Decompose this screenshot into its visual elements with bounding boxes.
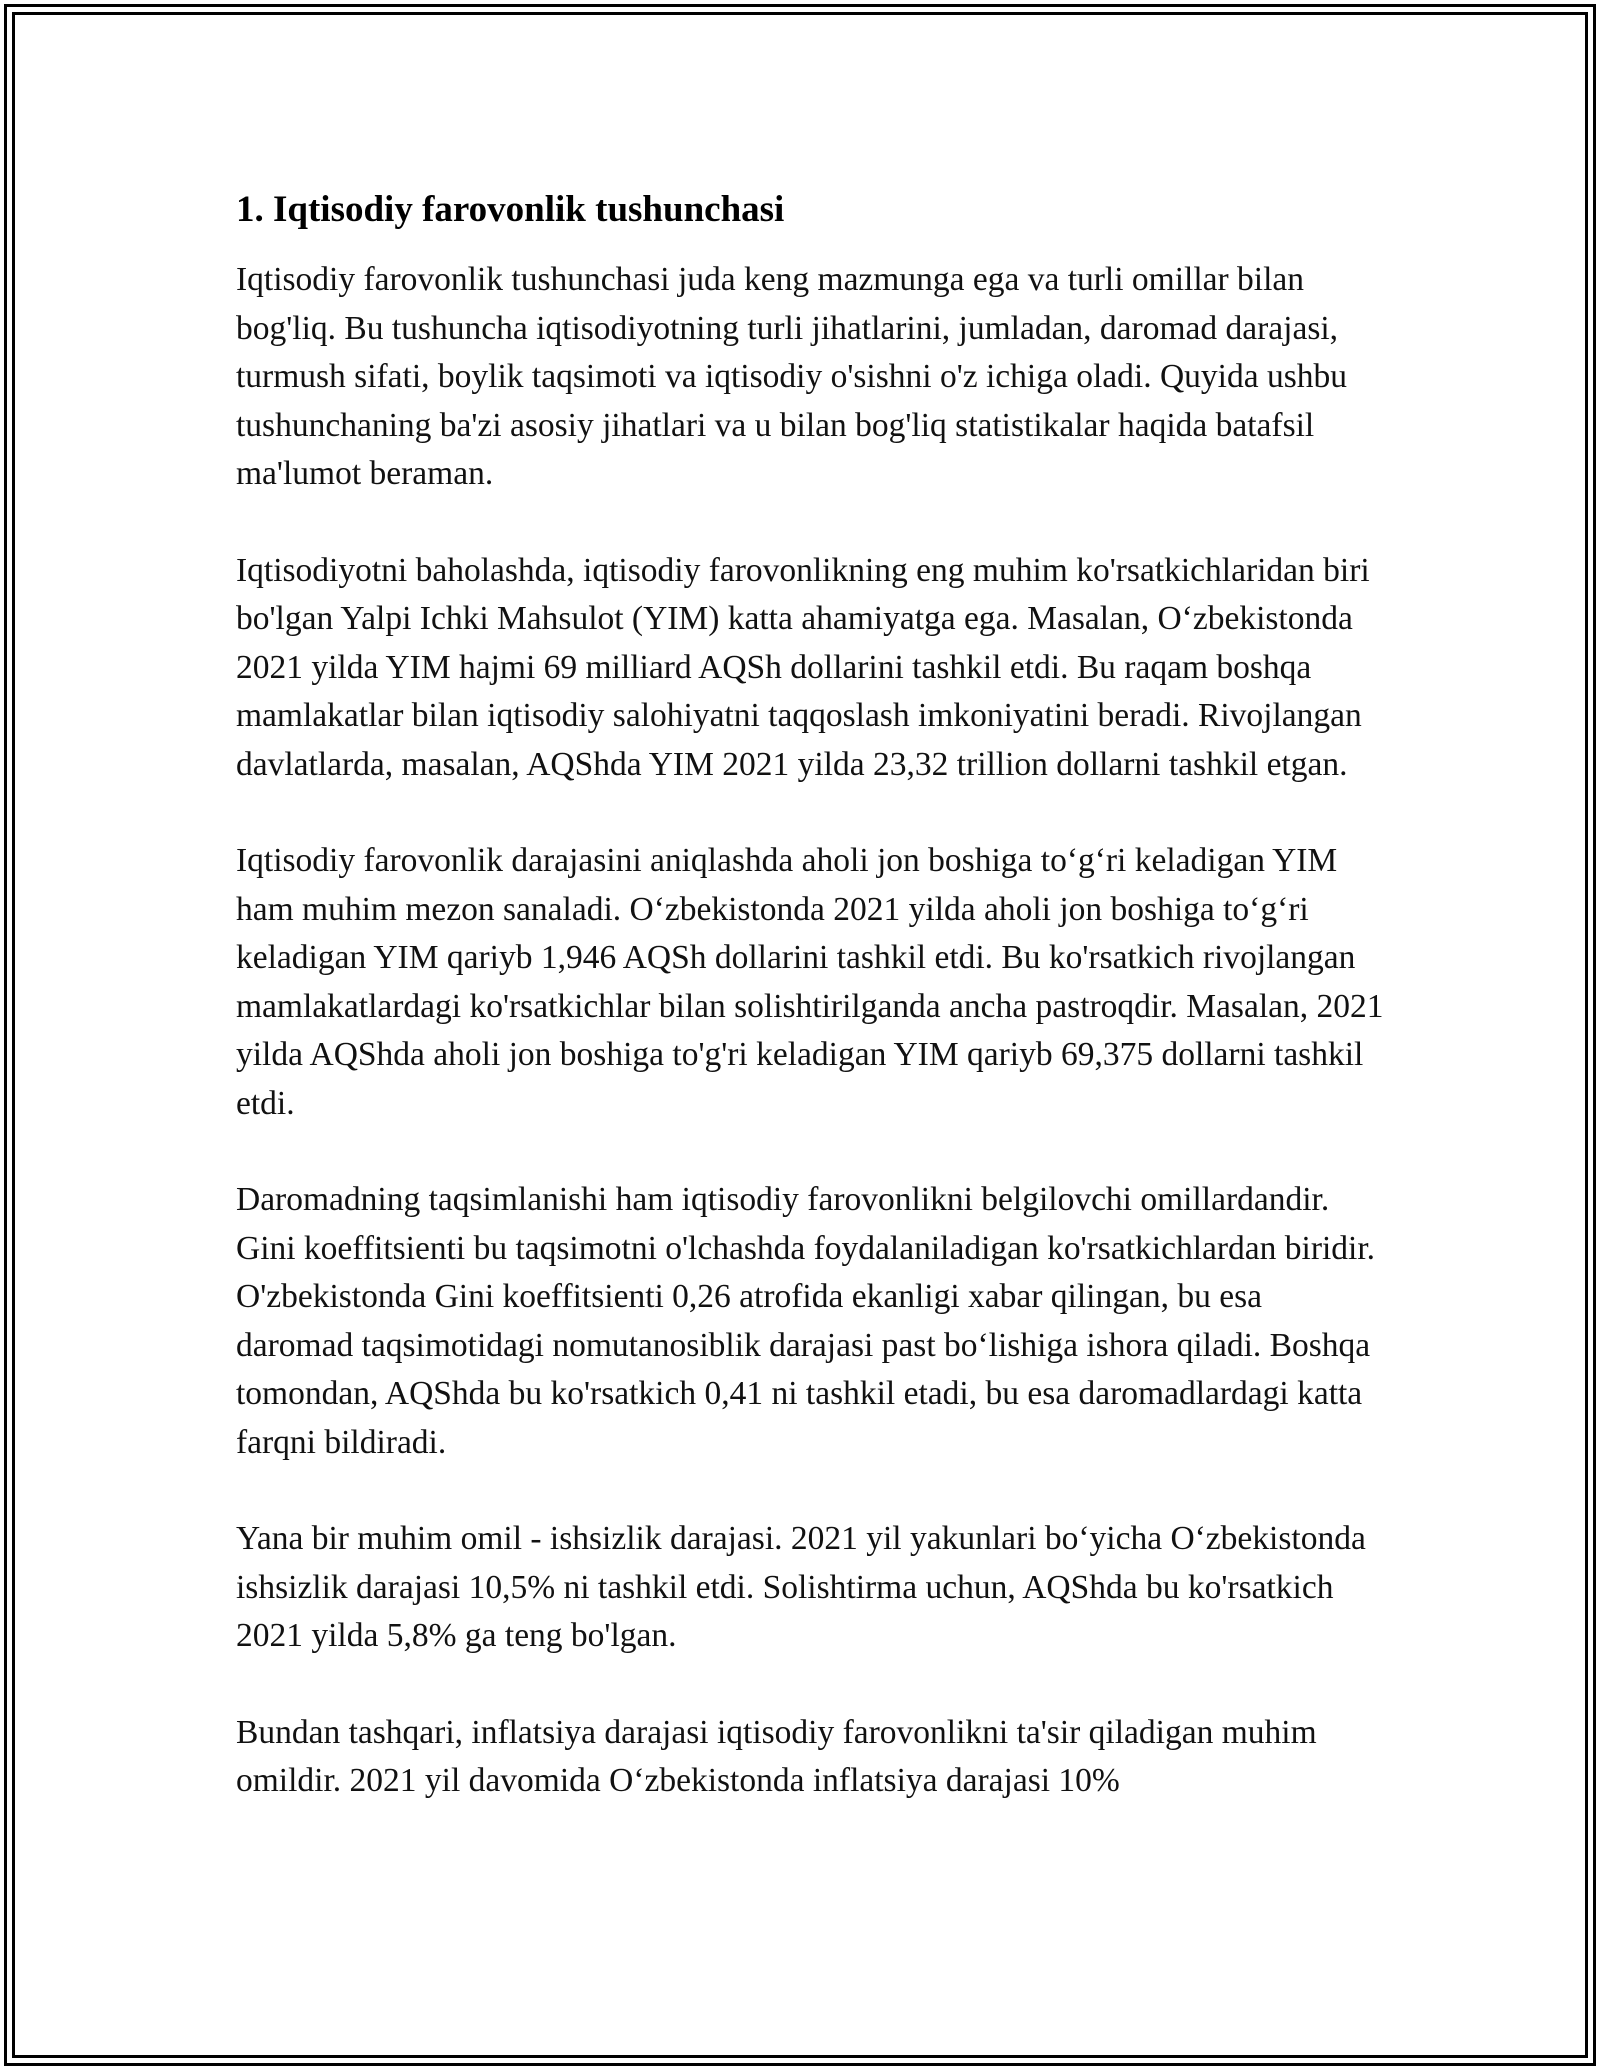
paragraph-gdp: Iqtisodiyotni baholashda, iqtisodiy farovonlikning eng muhim ko'rsatkichlaridan biri bo'lgan Yalpi Ichki Mahsulot (YIM) katta ahamiyatga ega. Masalan, O‘zbekistonda 2021 yilda YIM hajmi 69 milliard AQSh dollarini tashkil etdi. Bu raqam boshqa mamlakatlar bilan iqtisodiy salohiyatni taqqoslash imkoniyatini beradi. Rivojlangan davlatlarda, masalan, AQShda YIM 2021 yilda 23,32 trillion dollarni tashkil etgan.	[236, 551, 1370, 783]
document-content	[236, 186, 1386, 1854]
paragraph-inflation: Bundan tashqari, inflatsiya darajasi iqtisodiy farovonlikni ta'sir qiladigan muhim omildir. 2021 yil davomida O‘zbekistonda inflatsiya darajasi 10%	[236, 1713, 1317, 1799]
section-heading: 1. Iqtisodiy farovonlik tushunchasi	[236, 189, 785, 230]
paragraph-intro: Iqtisodiy farovonlik tushunchasi juda keng mazmunga ega va turli omillar bilan bog'liq. Bu tushuncha iqtisodiyotning turli jihatlarini, jumladan, daromad darajasi, turmush sifati, boylik taqsimoti va iqtisodiy o'sishni o'z ichiga oladi. Quyida ushbu tushunchaning ba'zi asosiy jihatlari va u bilan bog'liq statistikalar haqida batafsil ma'lumot beraman.	[236, 261, 1347, 492]
paragraph-unemployment: Yana bir muhim omil - ishsizlik darajasi. 2021 yil yakunlari bo‘yicha O‘zbekistonda ishsizlik darajasi 10,5% ni tashkil etdi. Solishtirma uchun, AQShda bu ko'rsatkich 2021 yilda 5,8% ga teng bo'lgan.	[236, 1520, 1366, 1654]
paragraph-gdp-per-capita: Iqtisodiy farovonlik darajasini aniqlashda aholi jon boshiga to‘g‘ri keladigan YIM ham muhim mezon sanaladi. O‘zbekistonda 2021 yilda aholi jon boshiga to‘g‘ri keladigan YIM qariyb 1,946 AQSh dollarini tashkil etdi. Bu ko'rsatkich rivojlangan mamlakatlardagi ko'rsatkichlar bilan solishtirilganda ancha pastroqdir. Masalan, 2021 yilda AQShda aholi jon boshiga to'g'ri keladigan YIM qariyb 69,375 dollarni tashkil etdi.	[236, 842, 1384, 1122]
paragraph-gini: Daromadning taqsimlanishi ham iqtisodiy farovonlikni belgilovchi omillardandir. Gini koeffitsienti bu taqsimotni o'lchashda foydalaniladigan ko'rsatkichlardan biridir. O'zbekistonda Gini koeffitsienti 0,26 atrofida ekanligi xabar qilingan, bu esa daromad taqsimotidagi nomutanosiblik darajasi past bo‘lishiga ishora qiladi. Boshqa tomondan, AQShda bu ko'rsatkich 0,41 ni tashkil etadi, bu esa daromadlardagi katta farqni bildiradi.	[236, 1181, 1376, 1461]
